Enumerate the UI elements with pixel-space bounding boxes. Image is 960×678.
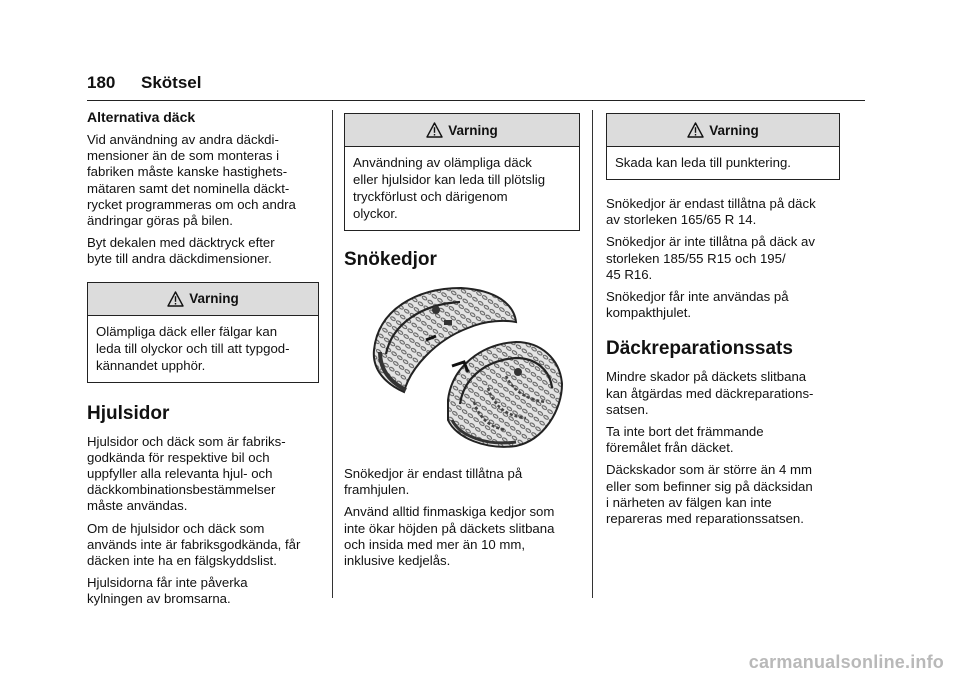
column-left [87,108,319,614]
paragraph: Däckskador som är större än 4 mm eller som befinner sig på däcksidan i närheten av fälgen kan inte repareras med reparationssatsen. [606,462,813,527]
watermark: carmanualsonline.info [748,652,944,672]
paragraph: Om de hjulsidor och däck som används inte är fabriksgodkända, får däcken inte ha en fälgskyddslist. [87,520,301,569]
warning-header [88,283,318,316]
paragraph: Ta inte bort det främmande föremålet från däcket. [606,424,764,456]
warning-text: Skada kan leda till punktering. [615,155,791,170]
paragraph: Snökedjor får inte användas på kompakthjulet. [606,289,789,321]
paragraph: Snökedjor är endast tillåtna på däck av storleken 165/65 R 14. [606,196,816,228]
page-header [87,70,865,101]
alternative-tires-heading: Alternativa däck [87,109,196,125]
column-middle [344,113,580,575]
warning-header [345,114,579,147]
snow-chains-heading: Snökedjor [344,249,437,270]
paragraph: Byt dekalen med däcktryck efter byte till andra däckdimensioner. [87,235,275,267]
warning-title: Varning [189,291,239,307]
column-divider [332,110,333,598]
snow-chains-illustration [356,280,580,452]
hubcaps-heading: Hjulsidor [87,402,170,424]
column-right [606,113,840,533]
paragraph: Snökedjor är endast tillåtna på framhjulen. [344,466,523,498]
chapter-title: Skötsel [141,73,202,92]
paragraph: Vid användning av andra däckdi- mensioner än de som monteras i fabriken måste kanske hastighets- mätaren samt det nominella däckt- rycket programmeras om och andra ändringar göras på bilen. [87,132,296,229]
warning-text: Användning av olämpliga däck eller hjulsidor kan leda till plötslig tryckförlust och därigenom olyckor. [353,155,546,221]
warning-header [607,114,839,147]
page-number: 180 [87,73,116,92]
warning-box [87,282,319,383]
paragraph: Hjulsidor och däck som är fabriks- godkända för respektive bil och uppfyller alla relevanta hjul- och däckkombinationsbestämmelser måste användas. [87,433,286,514]
warning-title: Varning [709,122,759,138]
paragraph: Snökedjor är inte tillåtna på däck av storleken 185/55 R15 och 195/ 45 R16. [606,234,815,282]
paragraph: Hjulsidorna får inte påverka kylningen av bromsarna. [87,575,248,607]
warning-triangle-icon [426,122,443,138]
repair-kit-heading: Däckreparationssats [606,338,793,360]
paragraph: Mindre skador på däckets slitbana kan åtgärdas med däckreparations- satsen. [606,369,814,417]
warning-text: Olämpliga däck eller fälgar kan leda till olyckor och till att typgod- kännandet upphör. [96,323,290,373]
warning-box [606,113,840,180]
warning-title: Varning [448,122,498,138]
warning-triangle-icon [167,291,184,307]
column-divider [592,110,593,598]
warning-box [344,113,580,231]
warning-triangle-icon [687,122,704,138]
paragraph: Använd alltid finmaskiga kedjor som inte ökar höjden på däckets slitbana och insida med mer än 10 mm, inklusive kedjelås. [344,504,555,569]
